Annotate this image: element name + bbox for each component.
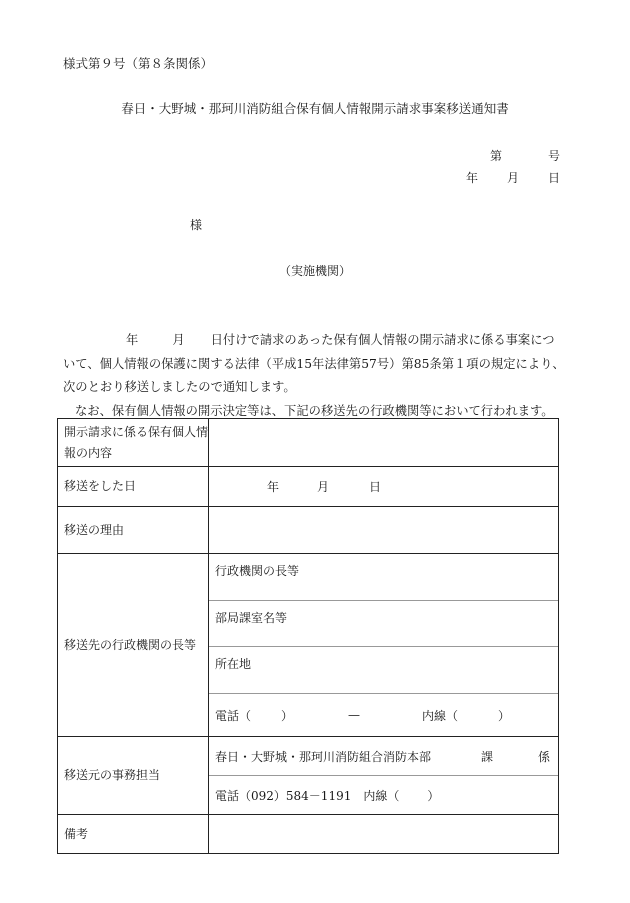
value-remarks[interactable] — [209, 815, 558, 853]
row-destination — [58, 554, 558, 737]
doc-no-suffix: 号 — [547, 149, 560, 163]
source-ext-close: ） — [427, 789, 440, 803]
row-transfer-date — [58, 467, 558, 507]
label-remarks: 備考 — [58, 815, 209, 853]
date-day: 日 — [547, 171, 560, 185]
body-line-1: 年 月 日付けで請求のあった保有個人情報の開示請求に係る事案につ — [126, 333, 555, 347]
body-line-2: いて、個人情報の保護に関する法律（平成15年法律第57号）第85条第１項の規定により、 — [63, 356, 565, 371]
label-transfer-reason: 移送の理由 — [58, 507, 209, 553]
date-year: 年 — [466, 171, 479, 185]
dest-department-label: 部局課室名等 — [215, 611, 288, 625]
source-phone — [209, 776, 558, 815]
document-number — [490, 147, 560, 164]
date-month: 月 — [506, 171, 519, 185]
dest-head-label: 行政機関の長等 — [215, 564, 300, 578]
form-number: 様式第９号（第８条関係） — [63, 56, 214, 71]
body-line-3: 次のとおり移送しましたので通知します。 — [63, 380, 296, 394]
dest-department[interactable] — [209, 601, 558, 647]
dest-ext-label: 内線（ — [422, 708, 459, 723]
dest-ext-close: ） — [498, 708, 511, 723]
document-title: 春日・大野城・那珂川消防組合保有個人情報開示請求事案移送通知書 — [121, 101, 509, 116]
row-remarks — [58, 815, 558, 853]
implementing-agency: （実施機関） — [278, 264, 351, 278]
label-transfer-date: 移送をした日 — [58, 467, 209, 506]
dest-head[interactable] — [209, 554, 558, 601]
source-department — [209, 737, 558, 776]
document-date — [466, 169, 560, 186]
notice-body — [63, 329, 583, 423]
dest-phone-close: ） — [281, 708, 294, 723]
value-request-content[interactable] — [209, 419, 558, 466]
doc-no-prefix: 第 — [490, 149, 503, 163]
transfer-year: 年 — [267, 480, 280, 494]
row-source-office — [58, 737, 558, 815]
source-kakari: 係 — [538, 749, 551, 764]
dest-phone-label: 電話（ — [215, 708, 252, 723]
transfer-month: 月 — [317, 480, 330, 494]
dest-address-label: 所在地 — [215, 657, 252, 671]
value-transfer-date[interactable] — [209, 467, 558, 506]
dest-phone-dash: — — [348, 708, 361, 722]
row-transfer-reason — [58, 507, 558, 554]
row-request-content — [58, 419, 558, 467]
transfer-day: 日 — [369, 480, 382, 494]
source-ka: 課 — [481, 749, 494, 764]
label-source-office: 移送元の事務担当 — [58, 737, 209, 814]
transfer-table — [57, 418, 559, 854]
dest-phone[interactable] — [209, 694, 558, 736]
recipient-suffix: 様 — [190, 218, 203, 232]
body-line-4: なお、保有個人情報の開示決定等は、下記の移送先の行政機関等において行われます。 — [75, 403, 554, 418]
dest-address[interactable] — [209, 647, 558, 694]
value-transfer-reason[interactable] — [209, 507, 558, 553]
label-destination: 移送先の行政機関の長等 — [58, 554, 209, 736]
source-dept-name: 春日・大野城・那珂川消防組合消防本部 — [215, 749, 432, 764]
label-request-content: 開示請求に係る保有個人情報の内容 — [58, 419, 209, 466]
source-phone-number: 電話（092）584－1191 内線（ — [215, 789, 400, 803]
